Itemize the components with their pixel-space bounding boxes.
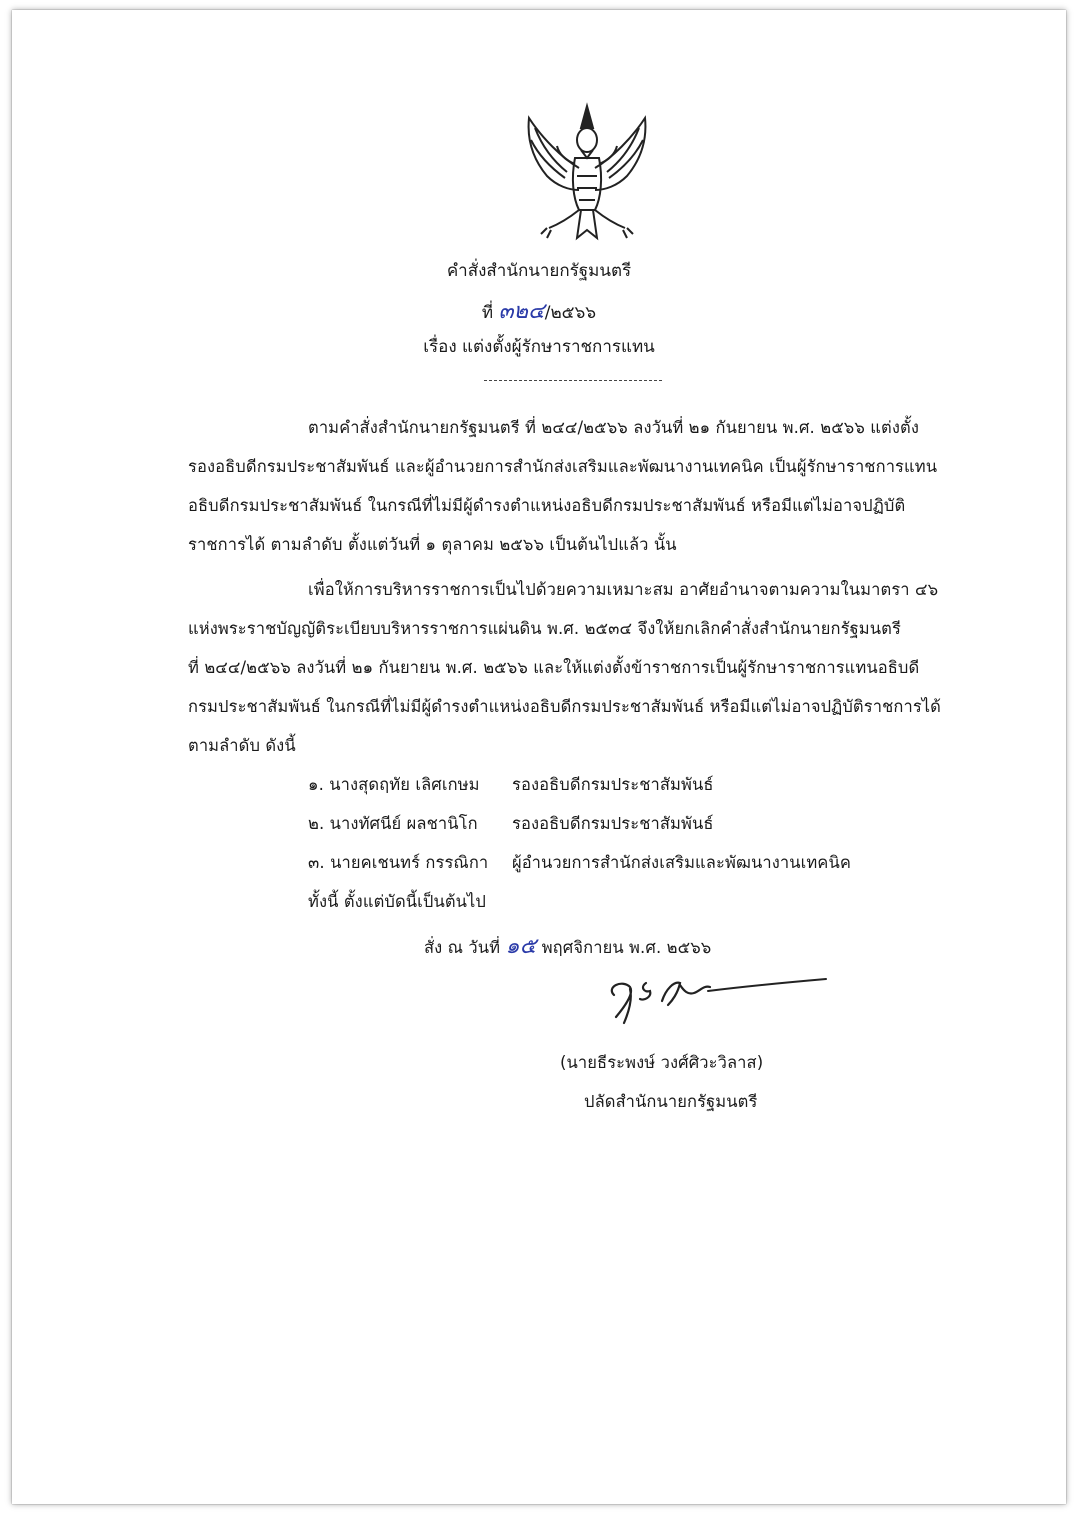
appointee-name: ๓. นายคเชนทร์ กรรณิกา [308,853,489,872]
order-date-suffix: พฤศจิกายน พ.ศ. ๒๕๖๖ [541,938,712,957]
order-number-handwritten: ๓๒๔ [498,299,545,324]
document-page [12,10,1066,1504]
order-number-line [12,293,1066,328]
signatory-position: ปลัดสำนักนายกรัฐมนตรี [584,1092,758,1111]
order-number-prefix: ที่ [481,303,494,323]
order-date-prefix: สั่ง ณ วันที่ [424,938,501,957]
paragraph1-line: อธิบดีกรมประชาสัมพันธ์ ในกรณีที่ไม่มีผู้ดำรงตำแหน่งอธิบดีกรมประชาสัมพันธ์ หรือมีแต่ไม่อาจปฏิบัติ [188,496,906,515]
paragraph2-line: เพื่อให้การบริหารราชการเป็นไปด้วยความเหมาะสม อาศัยอำนาจตามความในมาตรา ๔๖ [308,580,939,599]
effective-clause: ทั้งนี้ ตั้งแต่บัดนี้เป็นต้นไป [308,892,487,911]
appointee-position: รองอธิบดีกรมประชาสัมพันธ์ [512,775,714,794]
subject-label: เรื่อง [423,337,457,357]
paragraph2-line: ตามลำดับ ดังนี้ [188,736,296,755]
paragraph2-line: ที่ ๒๔๔/๒๕๖๖ ลงวันที่ ๒๑ กันยายน พ.ศ. ๒๕๖๖ และให้แต่งตั้งข้าราชการเป็นผู้รักษาราชการแทนอธิบดี [188,658,920,677]
header-divider [484,380,662,381]
paragraph1-line: ตามคำสั่งสำนักนายกรัฐมนตรี ที่ ๒๔๔/๒๕๖๖ ลงวันที่ ๒๑ กันยายน พ.ศ. ๒๕๖๖ แต่งตั้ง [308,418,919,437]
order-title: คำสั่งสำนักนายกรัฐมนตรี [446,261,632,281]
signature-icon [600,965,830,1035]
paragraph1-line: ราชการได้ ตามลำดับ ตั้งแต่วันที่ ๑ ตุลาคม ๒๕๖๖ เป็นต้นไปแล้ว นั้น [188,535,677,554]
order-date-day-handwritten: ๑๕ [505,934,537,959]
subject-line [12,333,1066,360]
garuda-emblem-icon [507,98,667,248]
appointee-name: ๒. นางทัศนีย์ ผลชานิโก [308,814,478,833]
appointee-position: ผู้อำนวยการสำนักส่งเสริมและพัฒนางานเทคนิค [512,853,851,872]
paragraph1-line: รองอธิบดีกรมประชาสัมพันธ์ และผู้อำนวยการสำนักส่งเสริมและพัฒนางานเทคนิค เป็นผู้รักษาราชการแทน [188,457,938,476]
order-number-suffix: /๒๕๖๖ [544,303,597,323]
signatory-name: (นายธีระพงษ์ วงศ์ศิวะวิลาส) [560,1053,764,1072]
appointee-position: รองอธิบดีกรมประชาสัมพันธ์ [512,814,714,833]
paragraph2-line: แห่งพระราชบัญญัติระเบียบบริหารราชการแผ่นดิน พ.ศ. ๒๕๓๔ จึงให้ยกเลิกคำสั่งสำนักนายกรัฐมนตรี [188,619,901,638]
appointee-name: ๑. นางสุดฤทัย เลิศเกษม [308,775,480,794]
paragraph2-line: กรมประชาสัมพันธ์ ในกรณีที่ไม่มีผู้ดำรงตำแหน่งอธิบดีกรมประชาสัมพันธ์ หรือมีแต่ไม่อาจปฏิบัติราชการได้ [188,697,941,716]
order-date-line [424,928,711,963]
subject-text: แต่งตั้งผู้รักษาราชการแทน [462,337,655,357]
